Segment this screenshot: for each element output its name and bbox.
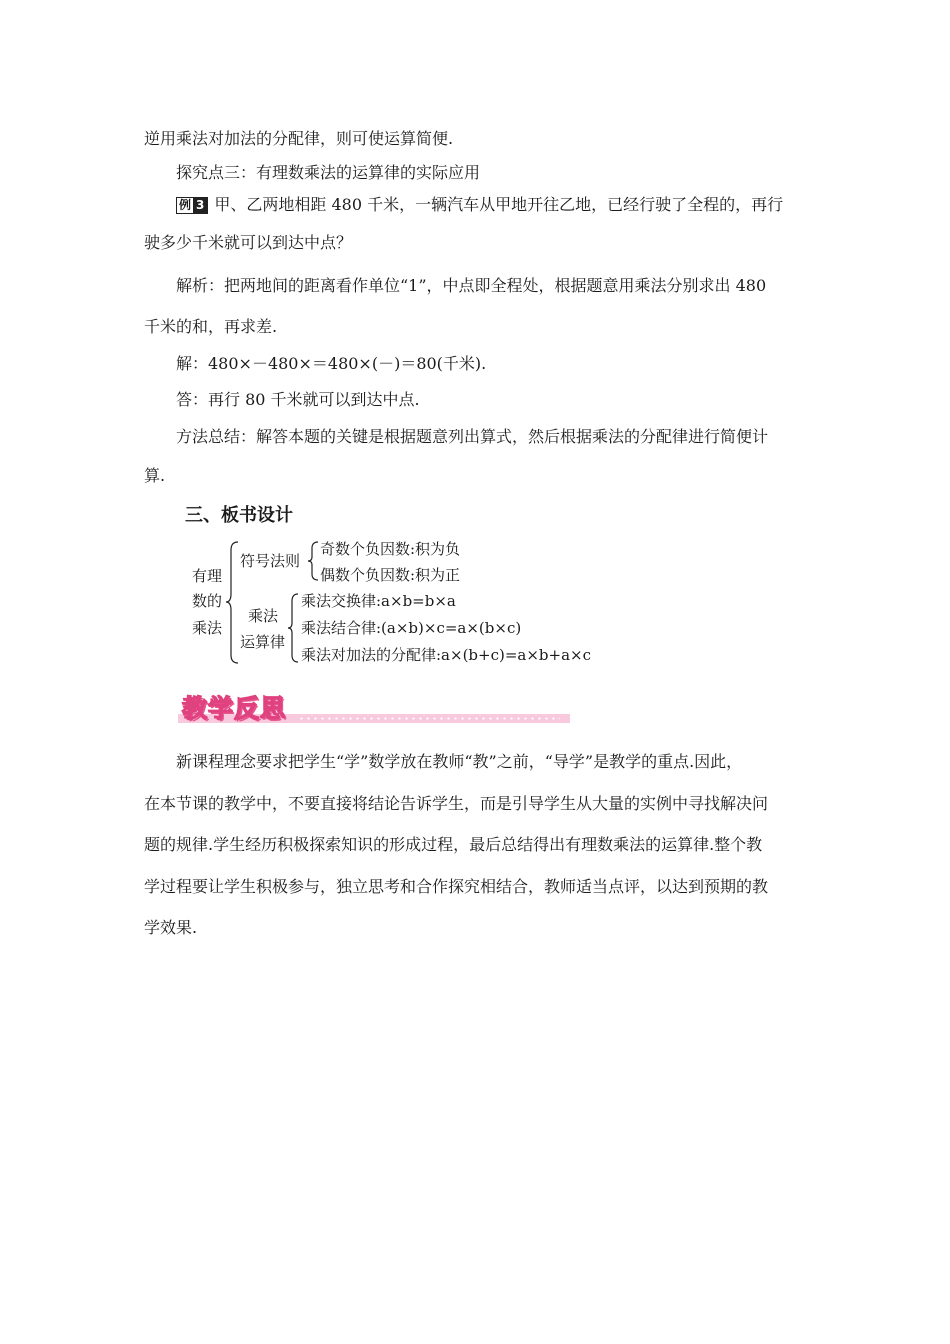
paragraph-line: 千米的和，再求差. [144,317,278,336]
sign-rule-brace [308,540,320,582]
solution-line: 解：480×－480×＝480×(－)＝80(千米). [176,354,487,373]
odd-rule: 奇数个负因数:积为负 [320,540,461,558]
sign-rule-label: 符号法则 [240,552,301,570]
even-rule: 偶数个负因数:积为正 [320,566,461,584]
section-subtitle: 探究点三：有理数乘法的运算律的实际应用 [176,163,481,182]
root-label-3: 乘法 [192,619,223,637]
laws-brace [288,592,300,664]
example-line [176,195,783,215]
law-associative: 乘法结合律:(a×b)×c=a×(b×c) [301,619,522,637]
root-label-2: 数的 [192,592,223,610]
law-commutative: 乘法交换律:a×b=b×a [301,592,456,610]
analysis-line: 解析：把两地间的距离看作单位“1”，中点即全程处，根据题意用乘法分别求出 480 [176,276,767,295]
summary-line: 方法总结：解答本题的关键是根据题意列出算式，然后根据乘法的分配律进行简便计 [176,427,769,446]
reflection-line: 学过程要让学生积极参与，独立思考和合作探究相结合，教师适当点评，以达到预期的教 [144,877,769,896]
reflection-line: 学效果. [144,918,198,937]
laws-label-1: 乘法 [248,607,279,625]
reflection-banner [178,692,570,732]
paragraph-line: 算. [144,466,166,485]
reflection-dots [298,717,560,720]
paragraph-line: 驶多少千米就可以到达中点？ [144,233,353,252]
answer-line: 答：再行 80 千米就可以到达中点. [176,390,420,409]
reflection-line: 新课程理念要求把学生“学”数学放在教师“教”之前，“导学”是教学的重点.因此， [176,752,743,771]
root-brace [226,540,240,665]
reflection-title: 教学反思 [182,694,287,723]
example-badge: 例 3 [176,197,208,214]
board-heading: 三、板书设计 [185,505,293,526]
paragraph-line: 逆用乘法对加法的分配律，则可使运算简便. [144,129,454,148]
reflection-line: 题的规律.学生经历积极探索知识的形成过程，最后总结得出有理数乘法的运算律.整个教 [144,835,763,854]
reflection-line: 在本节课的教学中，不要直接将结论告诉学生，而是引导学生从大量的实例中寻找解决问 [144,794,769,813]
example-text: 甲、乙两地相距 480 千米，一辆汽车从甲地开往乙地，已经行驶了全程的，再行 [214,195,784,214]
law-distributive: 乘法对加法的分配律:a×(b+c)=a×b+a×c [301,646,592,664]
laws-label-2: 运算律 [240,633,286,651]
root-label-1: 有理 [192,567,223,585]
